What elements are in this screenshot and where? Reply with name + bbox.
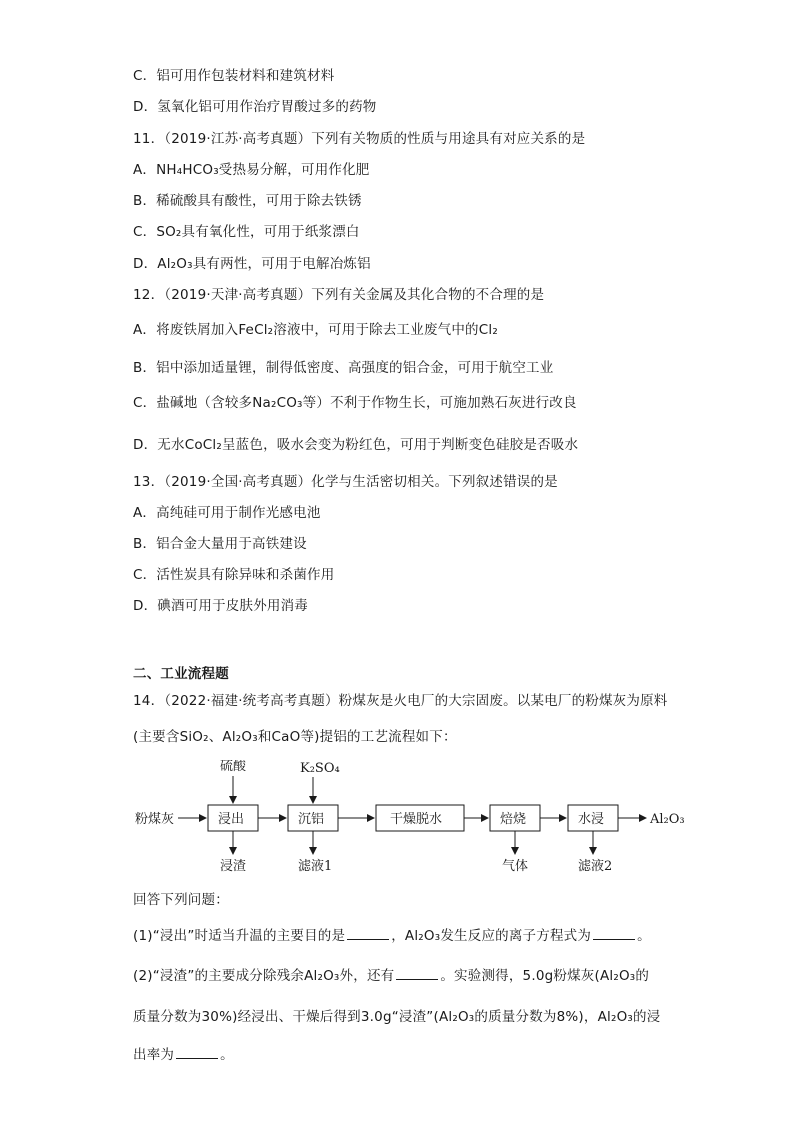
option-line: A．NH₄HCO₃受热易分解，可用作化肥 (133, 162, 370, 178)
question-stem: (主要含SiO₂、Al₂O₃和CaO等)提铝的工艺流程如下： (133, 729, 457, 745)
flow-svg (130, 760, 700, 880)
question-stem: 14．（2022·福建·统考高考真题）粉煤灰是火电厂的大宗固废。以某电厂的粉煤灰为原料 (133, 693, 668, 709)
process-flow-diagram (130, 760, 700, 880)
question-stem: 12．（2019·天津·高考真题）下列有关金属及其化合物的不合理的是 (133, 287, 545, 303)
answer-blank[interactable] (396, 967, 438, 980)
flow-reagent-label: 硫酸 (220, 760, 247, 774)
option-line: C．铝可用作包装材料和建筑材料 (133, 68, 335, 84)
answer-prompt: 回答下列问题： (133, 892, 229, 908)
flow-step-label: 浸出 (218, 812, 245, 827)
option-line: D．碘酒可用于皮肤外用消毒 (133, 598, 308, 614)
question-part-2: (2)“浸渣”的主要成分除残余Al₂O₃外，还有 。实验测得，5.0g粉煤灰(Al₂O₃的 (133, 968, 650, 984)
option-line: C．盐碱地（含较多Na₂CO₃等）不利于作物生长，可施加熟石灰进行改良 (133, 395, 577, 411)
answer-blank[interactable] (176, 1046, 218, 1059)
question-stem: 11．（2019·江苏·高考真题）下列有关物质的性质与用途具有对应关系的是 (133, 131, 586, 147)
flow-output-label: Al₂O₃ (650, 812, 685, 827)
option-line: D．Al₂O₃具有两性，可用于电解冶炼铝 (133, 256, 371, 272)
flow-step-label: 焙烧 (500, 812, 527, 827)
option-line: B．铝合金大量用于高铁建设 (133, 536, 307, 552)
flow-input-label: 粉煤灰 (135, 812, 175, 827)
option-line: C．活性炭具有除异味和杀菌作用 (133, 567, 335, 583)
question-part-2-continued: 质量分数为30%)经浸出、干燥后得到3.0g“浸渣”(Al₂O₃的质量分数为8%)，Al₂O₃的浸 (133, 1009, 661, 1025)
answer-blank[interactable] (593, 927, 635, 940)
question-stem: 13．（2019·全国·高考真题）化学与生活密切相关。下列叙述错误的是 (133, 474, 558, 490)
option-line: B．铝中添加适量锂，制得低密度、高强度的铝合金，可用于航空工业 (133, 360, 554, 376)
flow-product-label: 气体 (502, 859, 529, 874)
answer-blank[interactable] (347, 927, 389, 940)
flow-step-label: 干燥脱水 (390, 812, 443, 827)
flow-product-label: 浸渣 (220, 859, 247, 874)
option-line: D．无水CoCl₂呈蓝色，吸水会变为粉红色，可用于判断变色硅胶是否吸水 (133, 437, 579, 453)
flow-product-label: 滤液2 (578, 859, 613, 874)
question-part-1: (1)“浸出”时适当升温的主要目的是 ，Al₂O₃发生反应的离子方程式为 。 (133, 928, 651, 944)
option-line: B．稀硫酸具有酸性，可用于除去铁锈 (133, 193, 362, 209)
flow-step-label: 水浸 (578, 812, 605, 827)
flow-step-label: 沉铝 (298, 812, 325, 827)
flow-product-label: 滤液1 (298, 859, 333, 874)
flow-reagent-label: K₂SO₄ (300, 761, 340, 776)
section-title: 二、工业流程题 (133, 666, 229, 682)
question-part-2-continued: 出率为 。 (133, 1047, 234, 1063)
option-line: D．氢氧化铝可用作治疗胃酸过多的药物 (133, 99, 377, 115)
option-line: A．高纯硅可用于制作光感电池 (133, 505, 321, 521)
option-line: A．将废铁屑加入FeCl₂溶液中，可用于除去工业废气中的Cl₂ (133, 322, 498, 338)
option-line: C．SO₂具有氧化性，可用于纸浆漂白 (133, 224, 360, 240)
